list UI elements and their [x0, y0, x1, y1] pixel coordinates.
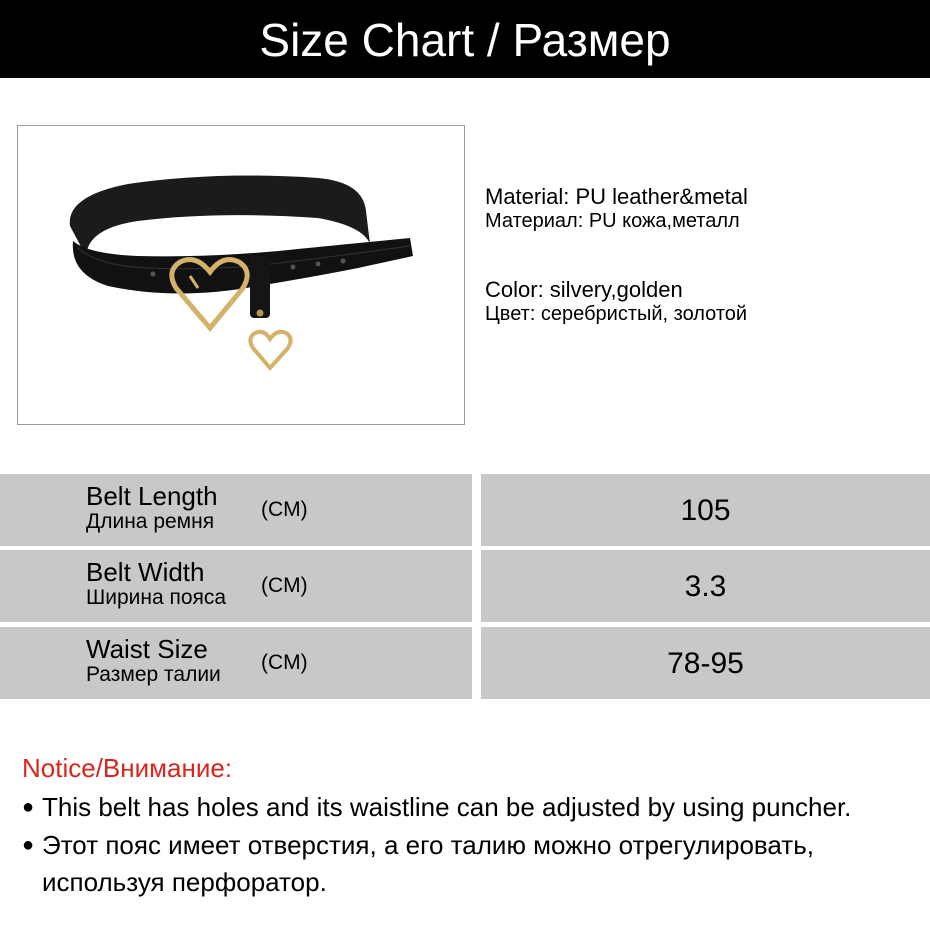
table-row [0, 474, 930, 546]
heart-charm-icon [250, 332, 290, 368]
page-title: Size Chart / Размер [0, 0, 930, 78]
row-label-en: Belt Width [86, 557, 205, 587]
spec-material [485, 184, 748, 232]
row-unit: (CM) [261, 574, 308, 597]
color-en: Color: silvery,golden [485, 277, 683, 302]
spec-color [485, 277, 747, 325]
row-unit: (CM) [261, 498, 308, 521]
row-label-cell [0, 474, 472, 546]
notice-text-en: This belt has holes and its waistline can be adjusted by using puncher. [42, 792, 852, 822]
row-label-cell [0, 627, 472, 699]
material-ru: Материал: PU кожа,металл [485, 210, 740, 232]
product-photo [17, 125, 465, 425]
bullet-icon: ● [22, 796, 35, 818]
table-row [0, 627, 930, 699]
notice-text-ru-line1: Этот пояс имеет отверстия, а его талию можно отрегулировать, [42, 830, 814, 860]
row-unit: (CM) [261, 651, 308, 674]
row-label-ru: Длина ремня [86, 510, 215, 533]
row-value: 105 [481, 474, 930, 546]
notice-title: Notice/Внимание: [22, 753, 233, 783]
row-label-ru: Размер талии [86, 663, 221, 686]
notice-text-ru-line2: используя перфоратор. [42, 867, 327, 897]
belt-image [18, 126, 464, 424]
row-value: 78-95 [481, 627, 930, 699]
row-value: 3.3 [481, 550, 930, 622]
bullet-icon: ● [22, 834, 35, 856]
material-en: Material: PU leather&metal [485, 184, 748, 209]
row-label-ru: Ширина пояса [86, 586, 227, 609]
color-ru: Цвет: серебристый, золотой [485, 303, 748, 325]
table-row [0, 550, 930, 622]
row-label-en: Waist Size [86, 634, 208, 664]
belt-back-strap [70, 176, 370, 256]
row-label-en: Belt Length [86, 481, 218, 511]
row-label-cell [0, 550, 472, 622]
belt-loop [250, 256, 270, 318]
